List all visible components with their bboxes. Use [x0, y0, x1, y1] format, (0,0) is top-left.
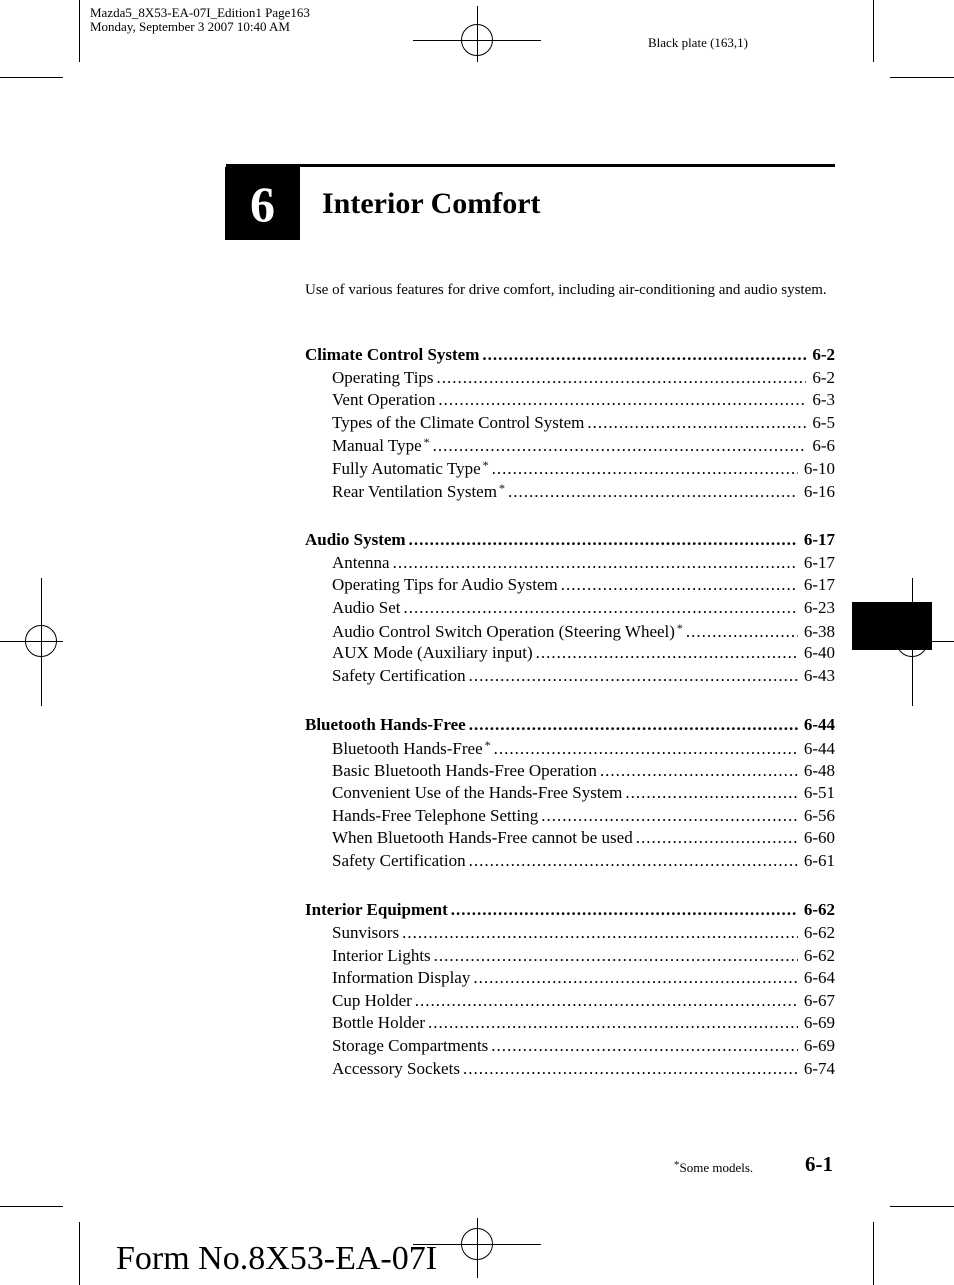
- toc-page-ref: 6-6: [812, 436, 835, 456]
- toc-label: [332, 738, 491, 759]
- toc-section: [305, 345, 835, 503]
- toc-page-ref: 6-61: [803, 850, 835, 870]
- toc-page-ref: 6-60: [803, 828, 835, 848]
- toc-entry: [305, 458, 835, 481]
- toc-label: [332, 643, 533, 663]
- toc-section-heading: [305, 900, 835, 923]
- toc-section-heading: [305, 715, 835, 738]
- toc-label: [332, 1059, 460, 1079]
- toc-section-heading: [305, 345, 835, 368]
- chapter-number: 6: [225, 167, 300, 240]
- toc-label: [332, 481, 505, 502]
- toc-page-ref: 6-62: [803, 923, 835, 943]
- print-meta: [90, 6, 310, 34]
- toc-label-text: AUX Mode (Auxiliary input): [332, 643, 533, 663]
- toc-page-ref: 6-2: [812, 367, 835, 387]
- toc-label: [332, 806, 538, 826]
- toc-section: [305, 900, 835, 1081]
- toc-entry: [305, 1013, 835, 1036]
- footnote-star: *: [674, 1159, 680, 1171]
- dot-leader: [463, 1059, 798, 1079]
- toc-page-ref: 6-38: [803, 621, 835, 641]
- toc-page-ref: 6-69: [803, 1036, 835, 1056]
- toc-page-ref: 6-44: [803, 715, 835, 735]
- toc-page-ref: 6-10: [803, 458, 835, 478]
- toc-label: [332, 598, 400, 618]
- dot-leader: [428, 1013, 798, 1033]
- toc-page-ref: 6-48: [803, 760, 835, 780]
- toc-label-text: Manual Type: [332, 436, 422, 456]
- some-models-star: *: [676, 620, 683, 635]
- toc-entry: [305, 390, 835, 413]
- footnote-text: Some models.: [679, 1160, 754, 1175]
- toc-page-ref: 6-74: [803, 1058, 835, 1078]
- table-of-contents: [305, 345, 835, 1108]
- toc-entry: [305, 923, 835, 946]
- chapter-tab: [852, 602, 932, 650]
- toc-label: [332, 1036, 488, 1056]
- dot-leader: [473, 968, 797, 988]
- toc-entry: [305, 738, 835, 761]
- toc-label: [332, 390, 435, 410]
- dot-leader: [625, 783, 797, 803]
- toc-label-text: Bluetooth Hands-Free: [305, 715, 466, 735]
- toc-label-text: Operating Tips: [332, 367, 434, 387]
- dot-leader: [469, 715, 798, 735]
- toc-page-ref: 6-2: [812, 345, 835, 364]
- dot-leader: [409, 530, 798, 550]
- toc-label: [305, 345, 479, 365]
- dot-leader: [402, 923, 798, 943]
- dot-leader: [492, 459, 798, 479]
- toc-entry: [305, 368, 835, 391]
- toc-section: [305, 530, 835, 688]
- toc-label: [332, 991, 412, 1011]
- toc-page-ref: 6-56: [803, 805, 835, 825]
- plate-label: Black plate (163,1): [648, 35, 748, 50]
- toc-label-text: Storage Compartments: [332, 1036, 489, 1056]
- toc-entry: [305, 413, 835, 436]
- toc-entry: [305, 946, 835, 969]
- toc-entry: [305, 621, 835, 644]
- toc-label-text: Information Display: [332, 968, 471, 988]
- dot-leader: [491, 1036, 798, 1056]
- page-number: 6-1: [805, 1152, 833, 1176]
- toc-label-text: Fully Automatic Type: [332, 458, 481, 478]
- toc-label: [332, 435, 430, 456]
- dot-leader: [434, 946, 798, 966]
- toc-label: [332, 413, 584, 433]
- dot-leader: [536, 643, 798, 663]
- dot-leader: [469, 666, 798, 686]
- toc-page-ref: 6-62: [803, 900, 835, 920]
- print-meta-line1: Mazda5_8X53-EA-07I_Edition1 Page163: [90, 5, 310, 20]
- dot-leader: [469, 851, 798, 871]
- dot-leader: [415, 991, 798, 1011]
- toc-label-text: Audio Set: [332, 597, 401, 617]
- toc-label: [332, 828, 633, 848]
- toc-page-ref: 6-17: [803, 575, 835, 595]
- toc-label: [332, 553, 390, 573]
- toc-label: [305, 530, 406, 550]
- chapter-title: Interior Comfort: [322, 187, 541, 220]
- toc-label-text: Interior Lights: [332, 945, 431, 965]
- toc-label: [332, 666, 466, 686]
- dot-leader: [508, 482, 798, 502]
- toc-label-text: Vent Operation: [332, 390, 436, 410]
- toc-entry: [305, 968, 835, 991]
- toc-label: [332, 946, 431, 966]
- toc-label-text: Accessory Sockets: [332, 1058, 460, 1078]
- toc-label-text: Cup Holder: [332, 990, 412, 1010]
- toc-section-heading: [305, 530, 835, 553]
- toc-label: [332, 621, 683, 642]
- toc-label-text: Climate Control System: [305, 345, 480, 364]
- toc-label-text: Types of the Climate Control System: [332, 412, 585, 432]
- dot-leader: [541, 806, 798, 826]
- toc-label-text: Bluetooth Hands-Free: [332, 738, 483, 758]
- toc-entry: [305, 761, 835, 784]
- toc-page-ref: 6-23: [803, 597, 835, 617]
- toc-page-ref: 6-16: [803, 481, 835, 501]
- dot-leader: [600, 761, 798, 781]
- toc-label-text: Sunvisors: [332, 923, 400, 943]
- toc-label: [332, 851, 466, 871]
- toc-page-ref: 6-3: [812, 390, 835, 410]
- toc-label-text: Audio Control Switch Operation (Steering Wheel): [332, 621, 675, 641]
- dot-leader: [438, 390, 806, 410]
- toc-page-ref: 6-62: [803, 945, 835, 965]
- toc-entry: [305, 1036, 835, 1059]
- dot-leader: [686, 622, 798, 642]
- toc-entry: [305, 783, 835, 806]
- toc-entry: [305, 481, 835, 504]
- toc-label-text: When Bluetooth Hands-Free cannot be used: [332, 828, 633, 848]
- toc-entry: [305, 435, 835, 458]
- chapter-rule: [226, 164, 835, 167]
- some-models-star: *: [498, 480, 505, 495]
- chapter-intro: Use of various features for drive comfort, including air-conditioning and audio system.: [305, 282, 827, 298]
- toc-label: [332, 761, 597, 781]
- toc-label: [305, 715, 466, 735]
- toc-page-ref: 6-17: [803, 530, 835, 550]
- toc-label-text: Antenna: [332, 552, 390, 572]
- toc-label-text: Operating Tips for Audio System: [332, 575, 558, 595]
- toc-label-text: Basic Bluetooth Hands-Free Operation: [332, 760, 597, 780]
- toc-page-ref: 6-64: [803, 968, 835, 988]
- toc-page-ref: 6-40: [803, 643, 835, 663]
- dot-leader: [451, 900, 798, 920]
- toc-entry: [305, 553, 835, 576]
- toc-entry: [305, 643, 835, 666]
- toc-page-ref: 6-5: [812, 412, 835, 432]
- toc-page-ref: 6-17: [803, 552, 835, 572]
- toc-label-text: Bottle Holder: [332, 1013, 426, 1033]
- dot-leader: [437, 368, 807, 388]
- toc-label-text: Safety Certification: [332, 665, 466, 685]
- toc-label: [332, 968, 470, 988]
- dot-leader: [393, 553, 798, 573]
- toc-page-ref: 6-43: [803, 665, 835, 685]
- toc-entry: [305, 598, 835, 621]
- toc-label-text: Convenient Use of the Hands-Free System: [332, 783, 623, 803]
- dot-leader: [587, 413, 806, 433]
- toc-label-text: Interior Equipment: [305, 900, 448, 920]
- toc-page-ref: 6-69: [803, 1013, 835, 1033]
- form-number: Form No.8X53-EA-07I: [116, 1240, 438, 1277]
- toc-page-ref: 6-51: [803, 783, 835, 803]
- toc-label-text: Safety Certification: [332, 850, 466, 870]
- toc-label-text: Hands-Free Telephone Setting: [332, 805, 539, 825]
- dot-leader: [561, 575, 798, 595]
- toc-entry: [305, 991, 835, 1014]
- dot-leader: [433, 436, 807, 456]
- toc-entry: [305, 575, 835, 598]
- toc-label: [332, 783, 622, 803]
- toc-page-ref: 6-67: [803, 990, 835, 1010]
- toc-label: [332, 368, 434, 388]
- toc-label: [332, 575, 558, 595]
- toc-label: [332, 458, 489, 479]
- toc-entry: [305, 1059, 835, 1082]
- toc-section: [305, 715, 835, 873]
- dot-leader: [494, 739, 798, 759]
- footnote: [672, 1159, 753, 1176]
- toc-entry: [305, 666, 835, 689]
- dot-leader: [482, 345, 806, 365]
- toc-label-text: Rear Ventilation System: [332, 481, 497, 501]
- toc-entry: [305, 806, 835, 829]
- toc-label-text: Audio System: [305, 530, 406, 550]
- toc-page-ref: 6-44: [803, 738, 835, 758]
- some-models-star: *: [423, 435, 430, 450]
- toc-label: [332, 923, 399, 943]
- some-models-star: *: [484, 737, 491, 752]
- toc-label: [305, 900, 448, 920]
- dot-leader: [636, 828, 798, 848]
- toc-entry: [305, 851, 835, 874]
- dot-leader: [403, 598, 797, 618]
- some-models-star: *: [482, 457, 489, 472]
- toc-label: [332, 1013, 425, 1033]
- print-meta-line2: Monday, September 3 2007 10:40 AM: [90, 19, 290, 34]
- toc-entry: [305, 828, 835, 851]
